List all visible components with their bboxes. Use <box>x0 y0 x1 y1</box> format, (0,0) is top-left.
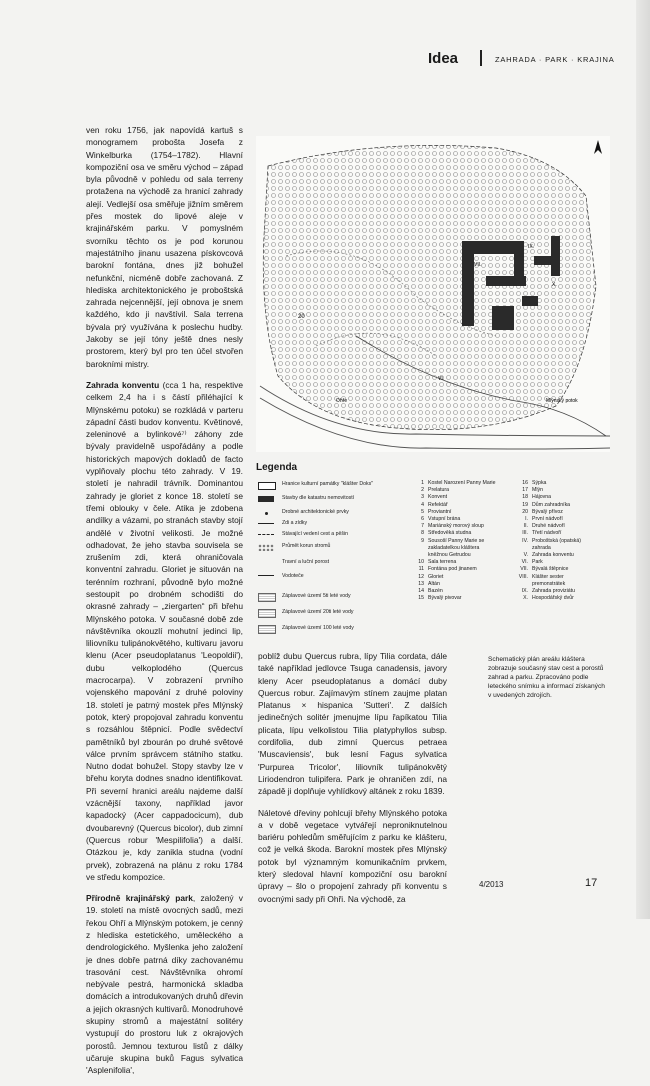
legend-number-item: 18 Hájovna <box>522 494 552 501</box>
paragraph-body: , založený v 19. století na místě ovocných sadů, mezi řekou Ohří a Mlýnským potokem, je cenný z hlediska estetického, uměleckého a dendrologického. Myšlenka jeho založení je dnes dobře patrná díky zachovanému trasování cest. Návštěvníka ohromí nebývale pestrá, harmonická skladba domácích a introdukovaných druhů dřevin a jejich okrasných kultivarů. Monodruhové skupiny stromů a majestátní solitéry vystupují do prostoru luk z okrajových porostů. Jemnou texturou listů z dálky učaruje skupina buků Fagus sylvatica 'Asplenifolia', <box>86 893 243 1076</box>
legend-number-item: 3 Konvent <box>421 494 448 501</box>
heritage-boundary <box>263 145 596 429</box>
map-label: Mlýnský potok <box>546 398 578 404</box>
map-label: 20 <box>298 314 305 320</box>
left-text-column <box>86 124 243 1086</box>
legend-label: Vodoteče <box>282 573 304 579</box>
legend-label: Hranice kulturní památky "klášter Doks" <box>282 481 374 487</box>
legend-number-item: 2 Prelatura <box>421 487 450 494</box>
legend-number-item: 4 Refektář <box>421 501 448 508</box>
legend-number-item: II. Druhé nádvoří <box>523 523 565 530</box>
legend-label: Drobné architektonické prvky <box>282 509 349 515</box>
building-symbol-icon <box>258 496 274 502</box>
issue-date: 4/2013 <box>479 880 504 889</box>
map-label: Ohře <box>336 398 348 404</box>
header-divider <box>480 50 482 66</box>
map-caption: Schematický plán areálu kláštera zobrazuje současný stav cest a porostů zahrad a parku. Zpracováno podle leteckého snímku a informací získaných v uvedených zdrojích. <box>488 656 605 699</box>
legend-number-item: IX. Zahrada proviziátu <box>521 588 575 595</box>
page-edge <box>636 0 650 919</box>
legend-label: Zdi a zídky <box>282 520 308 526</box>
legend-number-item: 9 Sousoší Panny Marie se <box>421 537 485 544</box>
legend-number-item: 1 Kostel Narození Panny Marie <box>421 480 496 486</box>
paragraph: Náletové dřeviny pohlcují břehy Mlýnského potoka a v době vegetace vytvářejí neproniknutelnou bariéru pohledům směřujícím z parku ke klášteru, což je velká škoda. Barokní mostek přes Mlýnský potok byl významným komunikačním prvkem, který sledoval hlavní kompoziční osu barokní úpravy – šlo o propojení zahrady při konventu s ovocnými sady při Ohři. Na východě, za <box>258 807 447 904</box>
legend-number-item: 8 Středověká studna <box>421 530 472 537</box>
legend-number-item: 20 Bývalý přívoz <box>522 508 563 515</box>
map-label: X. <box>552 282 557 288</box>
legend-number-item: VII. Bývalá štěpnice <box>520 566 569 573</box>
legend-number-item: 12 Gloriet <box>418 573 444 580</box>
paragraph: ven roku 1756, jak napovídá kartuš s monogramem probošta Josefa z Winkelburka (1754–1782). Hlavní kompoziční osa ve směru východ – západ byla původně v pohledu od sala terreny protažena na východě za hranicí zahrady alejí. Vedlejší osa směřuje jižním směrem přes mostek do lipové aleje v krajinářském parku. V pomyslném svorníku těchto os je pod korunou majestátního jinanu usazena pískovcová barokní fontána, dnes již bohužel nefunkční, nicméně dobře zachovaná. Z hlediska architektonického je proboštská zahrada nejcennější, její obnova je snem každého, kdo ji navštívil. Sala terrena bývala prý využívána k poslechu hudby. Jakoby se její tóny ještě dnes nesly prostorem, který byl pro ten účel stvořen barokními mistry. <box>86 125 243 369</box>
legend-label: Záplavové území 20ti leté vody <box>282 609 354 615</box>
legend-number-item: 13 Altán <box>418 580 440 587</box>
flood-20-symbol-icon <box>258 609 276 618</box>
boundary-symbol-icon <box>258 482 276 490</box>
paragraph <box>86 379 243 883</box>
site-plan-map <box>256 136 610 452</box>
legend-number-item: IV. Proboštská (opatská) <box>522 537 582 544</box>
legend-title: Legenda <box>256 462 298 473</box>
magazine-brand: Idea <box>428 50 459 67</box>
legend-number-item: kněžnou Getrudou <box>428 552 471 559</box>
legend-number-item: 16 Sýpka <box>522 480 547 486</box>
legend-label: Průmět korun stromů <box>282 543 331 549</box>
legend-label: Záplavové území 100 leté vody <box>282 625 354 631</box>
legend-label: Travní a luční porost <box>282 559 330 565</box>
legend-number-item: 15 Bývalý pivovar <box>418 595 462 602</box>
legend-number-item: III. Třetí nádvoří <box>522 530 562 537</box>
legend-label: Stávající vedení cest a pěšin <box>282 531 349 537</box>
page-number: 17 <box>585 877 598 889</box>
legend-number-item: 11 Fontána pod jinanem <box>418 566 477 573</box>
legend-number-item: 17 Mlýn <box>522 487 543 494</box>
tree-crown-symbol-icon <box>258 544 274 551</box>
map-label: IX. <box>528 244 535 250</box>
legend-number-item: V. Zahrada konventu <box>523 552 574 559</box>
map-label: VI. <box>438 376 445 382</box>
legend-number-item: 14 Bazén <box>418 588 443 595</box>
legend-numbers-b <box>518 480 581 602</box>
legend-number-item: zakladatelkou kláštera <box>428 544 480 551</box>
paragraph <box>86 892 243 1076</box>
paragraph-heading: Přírodně krajinářský park <box>86 893 193 904</box>
legend-number-item: I. První nádvoří <box>525 516 563 523</box>
legend-label: Stavby dle katastru nemovitostí <box>282 495 355 501</box>
map-label: VII. <box>474 262 482 268</box>
legend-number-item: 10 Sala terrena <box>418 559 457 566</box>
legend-number-item: 19 Dům zahradníka <box>522 501 571 508</box>
wall-symbol-icon <box>258 523 274 524</box>
legend-number-item: 6 Vstupní brána <box>421 516 461 523</box>
paragraph-body: (cca 1 ha, respektive celkem 2,4 ha i s částí přiléhající k Mlýnskému potoku) se rozkládá v parteru západní části budov konventu. Květinové, zeleninové a bylinkové⁷⁾ záhony zde bývaly pravidelně uspořádány a podle historických mapových dokladů de facto vyplňovaly plochu této zahrady. V 19. století je nahradil trávník. Dominantou zahrady je gloriet z konce 18. století se třemi oblouky v čele. Atika je zdobena andílky a vázami, po stranách stavby stojí andělé v životní velikosti. Je možné odhadovat, že jeho stavba souvisela se zrušením zdi, která ohraničovala konventní zahradu. Gloriet je situován na terénním rozhraní, původně bylo možné sestoupit po drobném schodišti do okrasné zahrady – „ziergarten“ při břehu Mlýnského potoka. V současné době zde návštěvníka okouzlí mohutní jedinci lip, liliovníku tulipánokvětého, kultivaru javoru klenu (Acer pseudoplatanus 'Leopoldii'), dubu velkoplodého (Quercus macrocarpa). V zobrazení prvního vojenského mapování z druhé poloviny 18. století je patrný mostek přes Mlýnský potok, který propojoval zahradu konventu s rozsáhlou štěpnicí. Podle svědectví pamětníků byl zbourán po druhé světové válce prvním správcem státního statku. Nutno dodat bohužel. Stopy stavby lze v břehu koryta dodnes snadno identifikovat. Při severní hranici areálu najdeme další vzácnější taxony, například javor kapadocký (Acer cappadocicum), dub dvoubarevný (Quercus bicolor), dub zimní (Quercus robur 'Mespilifolia') a další. Otázkou je, kdy zanikla studna (vodní prvek), zobrazená na plánu z roku 1784 ve středu kompozice. <box>86 379 243 882</box>
flood-100-symbol-icon <box>258 625 276 634</box>
path-symbol-icon <box>258 534 274 535</box>
magazine-section: ZAHRADA · PARK · KRAJINA <box>495 55 615 64</box>
small-element-symbol-icon <box>265 512 268 515</box>
legend-number-item: VIII. Klášter sester <box>518 573 564 580</box>
legend-number-item: premonstrátek <box>532 580 566 587</box>
flood-5-symbol-icon <box>258 593 276 602</box>
right-text-column <box>258 650 447 914</box>
paragraph: poblíž dubu Quercus rubra, lípy Tilia cordata, dále také například jedlovce Tsuga canadensis, javory kleny Acer pseudoplatanus a domácí duby Quercus robur. Zajímavým stínem zaujme platan Platanus × hispanica 'Sutteri'. Z dalších jedinečných solitér jmenujme lípu řapíkatou Tilia plicata, lípu velkolistou Tilia platyphyllos subsp. cordifolia, dub zimní Quercus petraea 'Muscaviensis', buk lesní Fagus sylvatica 'Purpurea Tricolor', liliovník tulipánokvětý Liriodendron tulipifera. Park je ohraničen zdí, na západě ji doplňuje vyhlídkový altánek z roku 1839. <box>258 651 447 797</box>
legend-number-item: 7 Mariánský morový sloup <box>421 523 484 530</box>
legend-label: Záplavové území 5ti leté vody <box>282 593 351 599</box>
legend-numbers-a <box>414 480 495 602</box>
paragraph-heading: Zahrada konventu <box>86 379 160 390</box>
legend-number-item: 5 Proviantní <box>421 508 452 515</box>
legend-number-item: zahrada <box>532 544 551 551</box>
legend-number-item: X. Hospodářský dvůr <box>523 595 574 602</box>
watercourse-symbol-icon <box>258 575 274 576</box>
legend <box>256 480 618 640</box>
legend-number-item: VI. Park <box>521 559 543 566</box>
